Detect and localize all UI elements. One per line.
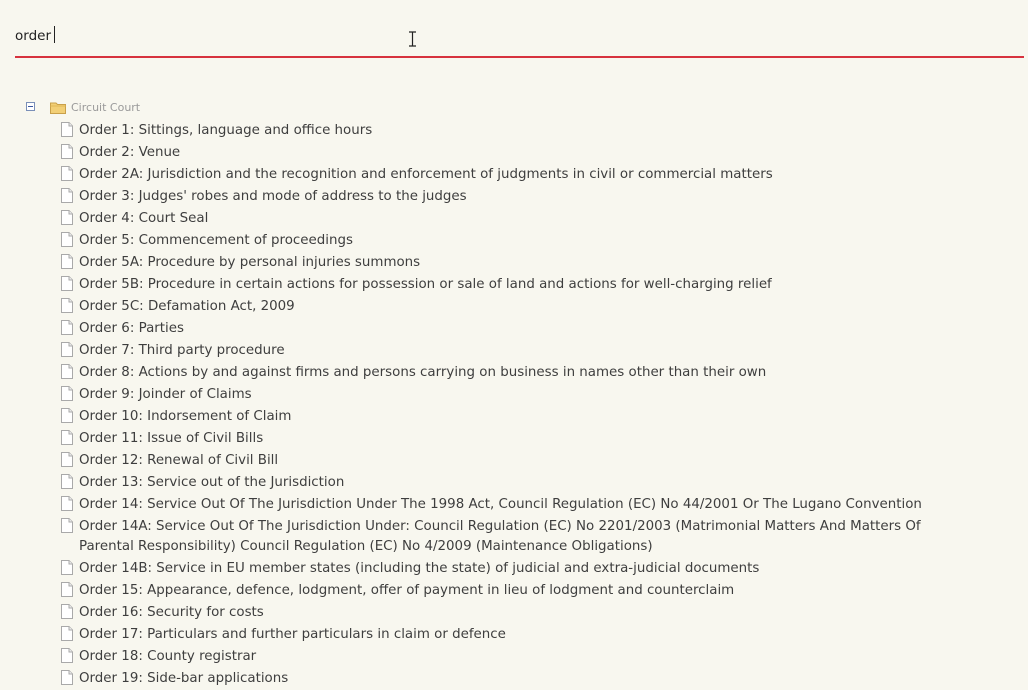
tree-item[interactable] — [26, 646, 1016, 668]
document-icon — [61, 560, 73, 575]
tree-item-label: Order 6: Parties — [79, 321, 184, 336]
tree-item-label: Order 12: Renewal of Civil Bill — [79, 453, 279, 468]
tree-item[interactable] — [26, 602, 1016, 624]
document-icon — [61, 452, 73, 467]
tree-item-label: Order 8: Actions by and against firms and persons carrying on business in names other than their own — [79, 365, 767, 380]
text-cursor-icon — [408, 31, 417, 47]
tree-item-label: Order 9: Joinder of Claims — [79, 387, 252, 402]
tree-item[interactable] — [26, 494, 1016, 516]
tree-item-label: Order 3: Judges' robes and mode of address to the judges — [79, 189, 467, 204]
tree-item-label: Order 14B: Service in EU member states (including the state) of judicial and extra-judicial documents — [79, 561, 760, 576]
document-icon — [61, 298, 73, 313]
tree-item-label: Order 5: Commencement of proceedings — [79, 233, 353, 248]
tree-item[interactable] — [26, 624, 1016, 646]
text-caret — [54, 26, 55, 43]
tree-item-label: Order 5B: Procedure in certain actions for possession or sale of land and actions for well-charging relief — [79, 277, 772, 292]
document-icon — [61, 122, 73, 137]
tree-item-label: Order 17: Particulars and further particulars in claim or defence — [79, 627, 506, 642]
tree-item-label: Order 2: Venue — [79, 145, 181, 160]
document-icon — [61, 430, 73, 445]
tree-root-label: Circuit Court — [71, 101, 141, 114]
folder-icon — [50, 101, 66, 114]
tree-root-circuit-court[interactable] — [26, 98, 1016, 118]
document-icon — [61, 320, 73, 335]
tree-item-label: Order 13: Service out of the Jurisdiction — [79, 475, 345, 490]
tree-item[interactable] — [26, 428, 1016, 450]
document-icon — [61, 626, 73, 641]
search-input[interactable] — [15, 26, 55, 46]
search-input-value: order — [15, 28, 51, 44]
tree-item[interactable] — [26, 340, 1016, 362]
tree-item-label: Order 1: Sittings, language and office hours — [79, 123, 373, 138]
document-icon — [61, 648, 73, 663]
document-icon — [61, 188, 73, 203]
tree-item[interactable] — [26, 230, 1016, 252]
tree-item[interactable] — [26, 296, 1016, 318]
tree-item[interactable] — [26, 252, 1016, 274]
tree-item[interactable] — [26, 516, 1016, 558]
document-icon — [61, 496, 73, 511]
tree-item-label: Order 10: Indorsement of Claim — [79, 409, 292, 424]
tree-item[interactable] — [26, 406, 1016, 428]
tree-item[interactable] — [26, 450, 1016, 472]
document-icon — [61, 254, 73, 269]
tree-item[interactable] — [26, 472, 1016, 494]
tree-item[interactable] — [26, 186, 1016, 208]
tree-item[interactable] — [26, 558, 1016, 580]
document-icon — [61, 408, 73, 423]
document-icon — [61, 518, 73, 533]
tree-item[interactable] — [26, 668, 1016, 690]
tree-item-label: Order 14A: Service Out Of The Jurisdiction Under: Council Regulation (EC) No 2201/2003 (Matrimonial Matters And Matters Of Parental Responsibility) Council Regulation (EC) No 4/2009 (Maintenance Obligations) — [79, 519, 921, 554]
tree-item-label: Order 4: Court Seal — [79, 211, 209, 226]
document-icon — [61, 386, 73, 401]
tree-item-label: Order 5A: Procedure by personal injuries summons — [79, 255, 421, 270]
tree-item-label: Order 19: Side-bar applications — [79, 671, 289, 686]
tree-item[interactable] — [26, 164, 1016, 186]
tree-item-label: Order 18: County registrar — [79, 649, 257, 664]
tree-item-label: Order 5C: Defamation Act, 2009 — [79, 299, 295, 314]
document-icon — [61, 166, 73, 181]
tree-item-label: Order 14: Service Out Of The Jurisdiction Under The 1998 Act, Council Regulation (EC) No 44/2001 Or The Lugano Convention — [79, 497, 922, 512]
tree-item-label: Order 11: Issue of Civil Bills — [79, 431, 264, 446]
search-bar[interactable] — [15, 22, 1024, 58]
document-icon — [61, 232, 73, 247]
document-icon — [61, 364, 73, 379]
tree-item-label: Order 16: Security for costs — [79, 605, 264, 620]
tree-item[interactable] — [26, 318, 1016, 340]
tree-item-label: Order 15: Appearance, defence, lodgment, offer of payment in lieu of lodgment and counterclaim — [79, 583, 735, 598]
tree-item[interactable] — [26, 120, 1016, 142]
document-icon — [61, 276, 73, 291]
tree-item[interactable] — [26, 208, 1016, 230]
tree-item[interactable] — [26, 580, 1016, 602]
document-icon — [61, 210, 73, 225]
tree-item[interactable] — [26, 274, 1016, 296]
tree-items — [26, 120, 1016, 690]
tree-item[interactable] — [26, 384, 1016, 406]
document-icon — [61, 474, 73, 489]
tree-item[interactable] — [26, 142, 1016, 164]
document-icon — [61, 582, 73, 597]
tree-item-label: Order 7: Third party procedure — [79, 343, 285, 358]
tree-item-label: Order 2A: Jurisdiction and the recognition and enforcement of judgments in civil or commercial matters — [79, 167, 773, 182]
document-icon — [61, 342, 73, 357]
collapse-minus-icon[interactable] — [26, 102, 35, 111]
tree-view — [26, 98, 1016, 690]
tree-item[interactable] — [26, 362, 1016, 384]
document-icon — [61, 604, 73, 619]
document-icon — [61, 144, 73, 159]
